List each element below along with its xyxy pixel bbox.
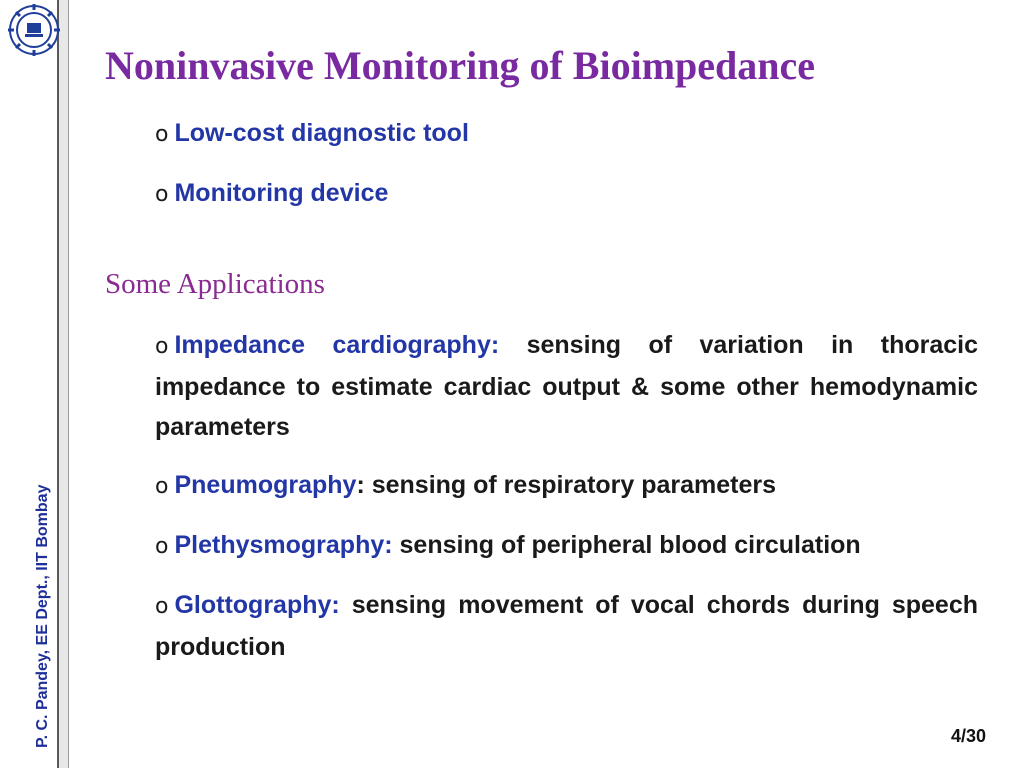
bullet-marker: o bbox=[155, 334, 169, 359]
application-description: sensing movement of vocal chords during speech production bbox=[155, 591, 978, 661]
bullet-marker: o bbox=[155, 534, 169, 559]
institute-seal-icon bbox=[7, 3, 61, 57]
application-description: : sensing of respiratory parameters bbox=[356, 471, 777, 499]
list-item bbox=[155, 325, 978, 447]
bullet-text: Low-cost diagnostic tool bbox=[174, 119, 469, 147]
bullet-marker: o bbox=[155, 182, 169, 207]
application-description: sensing of peripheral blood circulation bbox=[392, 531, 861, 559]
list-item bbox=[155, 585, 978, 667]
section-heading: Some Applications bbox=[105, 268, 325, 300]
list-item bbox=[155, 465, 978, 507]
list-item bbox=[155, 113, 978, 155]
bullet-marker: o bbox=[155, 594, 169, 619]
top-bullet-list bbox=[155, 113, 978, 233]
bullet-marker: o bbox=[155, 474, 169, 499]
list-item bbox=[155, 173, 978, 215]
page-number: 4/30 bbox=[950, 726, 986, 746]
application-term: Plethysmography: bbox=[174, 531, 393, 559]
application-term: Impedance cardiography: bbox=[174, 331, 500, 359]
application-description: sensing of variation in thoracic impedance to estimate cardiac output & some other hemodynamic parameters bbox=[155, 331, 978, 441]
bullet-marker: o bbox=[155, 122, 169, 147]
application-term: Pneumography bbox=[174, 471, 357, 499]
author-credit: P. C. Pandey, EE Dept., IIT Bombay bbox=[34, 484, 51, 748]
list-item bbox=[155, 525, 978, 567]
application-term: Glottography: bbox=[174, 591, 340, 619]
applications-list bbox=[155, 325, 978, 685]
bullet-text: Monitoring device bbox=[174, 179, 389, 207]
slide-title: Noninvasive Monitoring of Bioimpedance bbox=[105, 43, 816, 88]
sidebar-divider bbox=[57, 0, 69, 768]
